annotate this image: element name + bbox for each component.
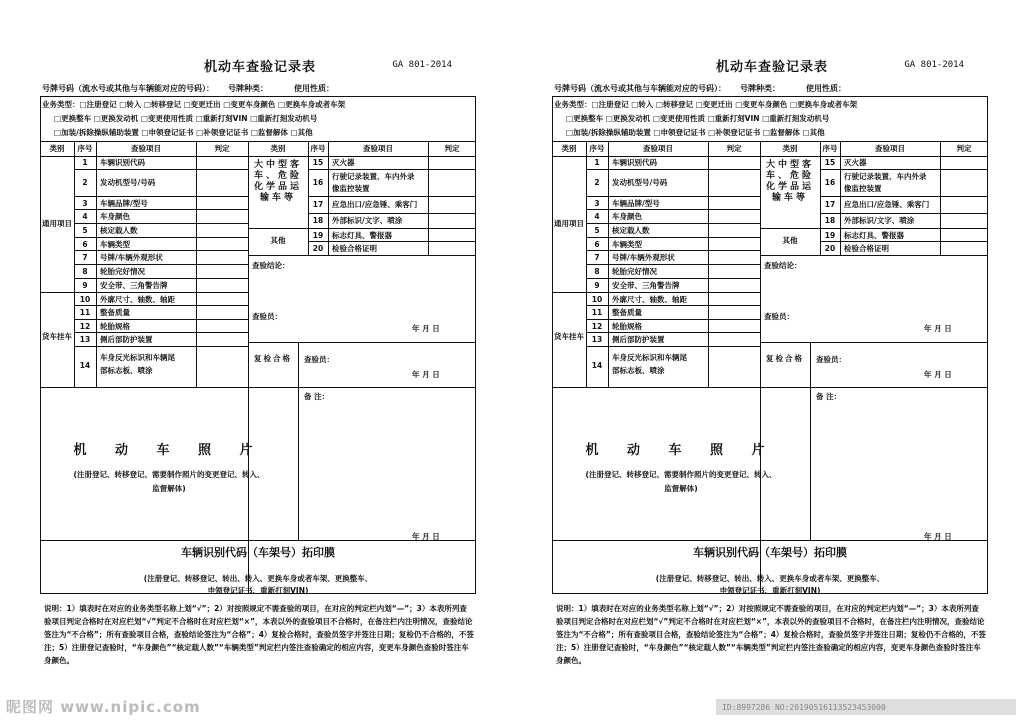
header-item-2: 查验项目 [875, 144, 905, 153]
use-nature-label: 使用性质： [294, 84, 334, 93]
item-seq: 4 [82, 212, 88, 221]
item-label-cont: 像监控装置 [844, 184, 882, 193]
header-category: 类别 [561, 144, 577, 153]
vin-rubbing-note-cont: 申领登记证书、重新打刻VIN) [719, 586, 821, 595]
category-other: 其他 [270, 236, 286, 245]
item-seq: 11 [79, 308, 91, 317]
item-label: 车身颜色 [612, 212, 642, 221]
header-category: 类别 [49, 144, 65, 153]
item-seq: 9 [82, 281, 88, 290]
header-judge-2: 判定 [956, 144, 972, 153]
item-label: 车辆品牌/型号 [100, 199, 148, 208]
item-seq: 15 [312, 158, 324, 167]
item-label: 号牌/车辆外观形状 [612, 253, 675, 262]
inspection-form-left [40, 48, 480, 688]
category-truck: 货车挂车 [554, 332, 584, 341]
inspector-label: 查验员： [764, 312, 794, 321]
plate-type-label: 号牌种类： [228, 84, 268, 93]
item-seq: 3 [82, 199, 88, 208]
item-seq: 16 [824, 178, 836, 187]
vehicle-photo-title: 机 动 车 照 片 [585, 443, 777, 458]
item-label: 车辆品牌/型号 [612, 199, 660, 208]
plate-info-row [42, 83, 480, 94]
remarks-date: 年 月 日 [412, 532, 440, 541]
item-label: 整备质量 [612, 308, 642, 317]
item-seq: 8 [82, 267, 88, 276]
header-seq-2: 序号 [310, 144, 326, 153]
vin-rubbing-title: 车辆识别代码（车架号）拓印膜 [181, 546, 335, 559]
item-seq: 11 [591, 308, 603, 317]
item-label: 发动机型号/号码 [612, 178, 668, 187]
item-seq: 17 [824, 200, 836, 209]
item-label: 整备质量 [100, 308, 130, 317]
item-seq: 2 [594, 178, 600, 187]
item-label: 轮胎规格 [100, 322, 130, 331]
item-label: 车辆类型 [100, 240, 130, 249]
item-seq: 15 [824, 158, 836, 167]
vehicle-photo-note: (注册登记、转移登记、需要制作照片的变更登记、转入、 [73, 470, 265, 479]
category-other: 其他 [782, 236, 798, 245]
item-seq: 6 [594, 240, 600, 249]
item-seq: 1 [82, 158, 88, 167]
header-judge-2: 判定 [444, 144, 460, 153]
item-label: 车辆识别代码 [100, 158, 145, 167]
vehicle-photo-note-cont: 监督解体) [152, 484, 186, 493]
remarks-label: 备 注： [304, 392, 330, 401]
item-label: 灭火器 [332, 158, 355, 167]
item-seq: 14 [79, 361, 91, 370]
header-judge: 判定 [726, 144, 742, 153]
header-category-2: 类别 [270, 144, 286, 153]
plate-number-label: 号牌号码（流水号或其他与车辆能对应的号码）： [554, 84, 726, 93]
item-seq: 5 [82, 226, 88, 235]
watermark-id: ID:8997286 NO:20190516113523453000 [722, 703, 886, 712]
item-seq: 18 [824, 216, 836, 225]
item-seq: 2 [82, 178, 88, 187]
header-seq: 序号 [589, 144, 605, 153]
item-seq: 10 [79, 295, 91, 304]
item-label: 标志灯具、警报器 [332, 231, 392, 240]
form-title: 机动车查验记录表 [715, 60, 828, 75]
vin-rubbing-title: 车辆识别代码（车架号）拓印膜 [693, 546, 847, 559]
business-type-line-2[interactable]: □更换整车 □更换发动机 □变更使用性质 □重新打刻VIN □重新打刻发动机号 [54, 114, 318, 123]
vin-rubbing-note: (注册登记、转移登记、转出、转入、更换车身或者车架、更换整车、 [655, 574, 885, 583]
item-label: 发动机型号/号码 [100, 178, 156, 187]
item-label-cont: 像监控装置 [332, 184, 370, 193]
item-label: 车身反光标识和车辆尾 [612, 353, 687, 362]
form-instructions: 说明：1）填表时在对应的业务类型名称上划“√”；2）对按照规定不需查验的项目，在对应的判定栏内划“—”；3）本表所列查验项目判定合格时在对应栏划“√”判定不合格时在对应栏划“×”，本表以外的查验项目不合格时，在备注栏内注明情况，查验结论签注为“不合格”；所有查验项目合格，查验结论签注为“合格”；4）复检合格时，查验员签字并签注日期；复检仍不合格的，不签注；5）注册登记查验时，“车身颜色”“核定载人数”“车辆类型”判定栏内签注查验确定的相应内容，变更车身颜色查验时签注车身颜色。 [556, 604, 986, 665]
recheck-date: 年 月 日 [412, 370, 440, 379]
inspection-form-right [552, 48, 992, 688]
header-seq: 序号 [77, 144, 93, 153]
item-label: 外廓尺寸、轴数、轴距 [612, 295, 687, 304]
item-label: 侧后部防护装置 [612, 335, 665, 344]
business-type-line-3[interactable]: □加装/拆除操纵辅助装置 □申领登记证书 □补领登记证书 □监督解体 □其他 [566, 128, 825, 137]
item-label: 外部标识/文字、喷涂 [844, 216, 915, 225]
business-type-line-2[interactable]: □更换整车 □更换发动机 □变更使用性质 □重新打刻VIN □重新打刻发动机号 [566, 114, 830, 123]
item-seq: 9 [594, 281, 600, 290]
item-label-cont: 部标志板、喷涂 [612, 366, 665, 375]
item-seq: 16 [312, 178, 324, 187]
item-label: 号牌/车辆外观形状 [100, 253, 163, 262]
item-label: 外廓尺寸、轴数、轴距 [100, 295, 175, 304]
item-seq: 17 [312, 200, 324, 209]
item-label: 应急出口/应急锤、乘客门 [332, 200, 418, 209]
header-item: 查验项目 [643, 144, 673, 153]
item-seq: 4 [594, 212, 600, 221]
item-label: 车身颜色 [100, 212, 130, 221]
header-item: 查验项目 [131, 144, 161, 153]
recheck-inspector-label: 查验员： [816, 355, 846, 364]
remarks-label: 备 注： [816, 392, 842, 401]
item-label: 行驶记录装置、车内外录 [844, 172, 927, 181]
item-seq: 12 [79, 322, 91, 331]
business-type-line-1[interactable]: 业务类型：□注册登记 □转入 □转移登记 □变更迁出 □变更车身颜色 □更换车身或者车架 [554, 100, 858, 109]
item-label: 核定载人数 [612, 226, 650, 235]
header-judge: 判定 [214, 144, 230, 153]
watermark-logo: 昵图网 www.nipic.com [6, 698, 201, 716]
item-seq: 1 [594, 158, 600, 167]
item-label: 行驶记录装置、车内外录 [332, 172, 415, 181]
item-label: 安全带、三角警告牌 [100, 281, 168, 290]
form-instructions: 说明：1）填表时在对应的业务类型名称上划“√”；2）对按照规定不需查验的项目，在对应的判定栏内划“—”；3）本表所列查验项目判定合格时在对应栏划“√”判定不合格时在对应栏划“×”，本表以外的查验项目不合格时，在备注栏内注明情况，查验结论签注为“不合格”；所有查验项目合格，查验结论签注为“合格”；4）复检合格时，查验员签字并签注日期；复检仍不合格的，不签注；5）注册登记查验时，“车身颜色”“核定载人数”“车辆类型”判定栏内签注查验确定的相应内容，变更车身颜色查验时签注车身颜色。 [44, 604, 474, 665]
form-title: 机动车查验记录表 [203, 60, 316, 75]
item-seq: 3 [594, 199, 600, 208]
item-label: 检验合格证明 [844, 244, 889, 253]
vin-rubbing-note: (注册登记、转移登记、转出、转入、更换车身或者车架、更换整车、 [143, 574, 373, 583]
item-label: 车辆识别代码 [612, 158, 657, 167]
recheck-inspector-label: 查验员： [304, 355, 334, 364]
item-seq: 8 [594, 267, 600, 276]
item-seq: 12 [591, 322, 603, 331]
item-label: 轮胎规格 [612, 322, 642, 331]
item-seq: 20 [312, 244, 324, 253]
remarks-date: 年 月 日 [924, 532, 952, 541]
item-seq: 10 [591, 295, 603, 304]
item-seq: 14 [591, 361, 603, 370]
category-general: 通用项目 [42, 219, 72, 228]
business-type-line-3[interactable]: □加装/拆除操纵辅助装置 □申领登记证书 □补领登记证书 □监督解体 □其他 [54, 128, 313, 137]
item-seq: 13 [79, 335, 91, 344]
category-special-vehicles: 大中型客车、危险化学品运输车等 [253, 160, 302, 203]
plate-type-label: 号牌种类： [740, 84, 780, 93]
item-label: 检验合格证明 [332, 244, 377, 253]
vin-rubbing-note-cont: 申领登记证书、重新打刻VIN) [207, 586, 309, 595]
item-label: 车身反光标识和车辆尾 [100, 353, 175, 362]
item-seq: 7 [594, 253, 600, 262]
category-general: 通用项目 [554, 219, 584, 228]
plate-number-label: 号牌号码（流水号或其他与车辆能对应的号码）： [42, 84, 214, 93]
standard-code: GA 801-2014 [392, 60, 452, 70]
inspection-date: 年 月 日 [412, 324, 440, 333]
item-seq: 6 [82, 240, 88, 249]
item-label: 标志灯具、警报器 [844, 231, 904, 240]
item-seq: 7 [82, 253, 88, 262]
header-category-2: 类别 [782, 144, 798, 153]
vehicle-photo-title: 机 动 车 照 片 [73, 443, 265, 458]
item-label: 轮胎完好情况 [100, 267, 145, 276]
recheck-label: 复检合格 [254, 354, 292, 363]
item-seq: 19 [312, 231, 324, 240]
item-seq: 13 [591, 335, 603, 344]
item-seq: 19 [824, 231, 836, 240]
conclusion-label: 查验结论： [764, 261, 802, 270]
item-label-cont: 部标志板、喷涂 [100, 366, 153, 375]
recheck-label: 复检合格 [766, 354, 804, 363]
recheck-date: 年 月 日 [924, 370, 952, 379]
category-special-vehicles: 大中型客车、危险化学品运输车等 [765, 160, 814, 203]
use-nature-label: 使用性质： [806, 84, 846, 93]
vehicle-photo-note: (注册登记、转移登记、需要制作照片的变更登记、转入、 [585, 470, 777, 479]
conclusion-label: 查验结论： [252, 261, 290, 270]
item-label: 安全带、三角警告牌 [612, 281, 680, 290]
plate-info-row [554, 83, 992, 94]
item-seq: 5 [594, 226, 600, 235]
header-item-2: 查验项目 [363, 144, 393, 153]
item-seq: 20 [824, 244, 836, 253]
item-label: 车辆类型 [612, 240, 642, 249]
item-label: 侧后部防护装置 [100, 335, 153, 344]
vehicle-photo-note-cont: 监督解体) [664, 484, 698, 493]
item-label: 核定载人数 [100, 226, 138, 235]
business-type-line-1[interactable]: 业务类型：□注册登记 □转入 □转移登记 □变更迁出 □变更车身颜色 □更换车身或者车架 [42, 100, 346, 109]
inspection-date: 年 月 日 [924, 324, 952, 333]
item-label: 轮胎完好情况 [612, 267, 657, 276]
standard-code: GA 801-2014 [904, 60, 964, 70]
inspector-label: 查验员： [252, 312, 282, 321]
item-seq: 18 [312, 216, 324, 225]
item-label: 灭火器 [844, 158, 867, 167]
category-truck: 货车挂车 [42, 332, 72, 341]
item-label: 应急出口/应急锤、乘客门 [844, 200, 930, 209]
header-seq-2: 序号 [822, 144, 838, 153]
item-label: 外部标识/文字、喷涂 [332, 216, 403, 225]
